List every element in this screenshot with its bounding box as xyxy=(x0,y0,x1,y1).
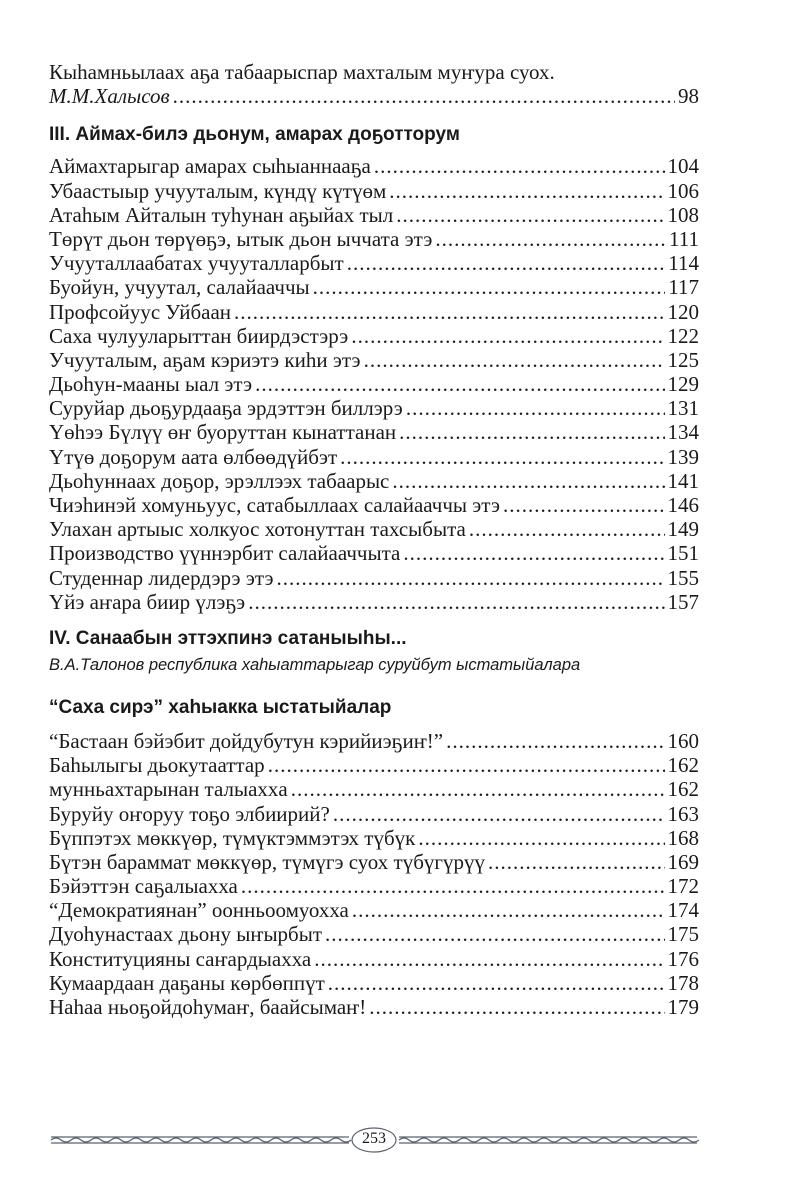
saha-sire-list xyxy=(49,729,699,1019)
dot-leader xyxy=(268,753,665,777)
toc-entry xyxy=(49,275,699,299)
toc-entry-page: 169 xyxy=(667,849,699,874)
dot-leader xyxy=(333,802,665,826)
toc-entry-title: Буойун, учуутал, салайааччы xyxy=(49,275,310,300)
dot-leader xyxy=(173,84,675,108)
toc-entry-page: 178 xyxy=(667,970,699,995)
toc-entry xyxy=(49,372,699,396)
toc-entry xyxy=(49,753,699,777)
toc-entry-title: Аймахтарыгар амарах сыһыаннааҕа xyxy=(49,154,371,179)
toc-entry-title: Саха чулууларыттан биирдэстэрэ xyxy=(49,323,349,348)
intro-page: 98 xyxy=(678,84,699,109)
dot-leader xyxy=(347,251,666,275)
toc-entry-title: Төрүт дьон төрүөҕэ, ытык дьон ыччата этэ xyxy=(49,226,433,251)
dot-leader xyxy=(396,203,664,227)
toc-entry-title: Бүппэтэх мөккүөр, түмүктэммэтэх түбүк xyxy=(49,825,416,850)
dot-leader xyxy=(325,922,664,946)
toc-entry-title: “Демократиянан” оонньоомуохха xyxy=(49,898,349,923)
dot-leader xyxy=(406,396,665,420)
dot-leader xyxy=(277,566,665,590)
toc-entry-page: 131 xyxy=(667,396,699,421)
toc-entry-page: 108 xyxy=(667,202,699,227)
toc-entry-page: 111 xyxy=(669,226,699,251)
dot-leader xyxy=(351,324,664,348)
toc-entry-title: Үөһээ Бүлүү өҥ буоруттан кынаттанан xyxy=(49,420,397,445)
toc-entry-title: Бүтэн бараммат мөккүөр, түмүгэ суох түбүгүрүү xyxy=(49,849,485,874)
toc-entry xyxy=(49,396,699,420)
toc-entry-title: Кумаардаан даҕаны көрбөппүт xyxy=(49,970,325,995)
toc-entry-page: 129 xyxy=(667,372,699,397)
toc-entry xyxy=(49,590,699,614)
toc-entry-title: Учууталым, аҕам кэриэтэ киһи этэ xyxy=(49,347,361,372)
toc-entry-title: Суруйар дьоҕурдааҕа эрдэттэн биллэрэ xyxy=(49,396,403,421)
toc-entry-title: Наһаа ньоҕойдоһумаҥ, баайсымаҥ! xyxy=(49,995,367,1019)
toc-entry-page: 120 xyxy=(667,299,699,324)
toc-entry-page: 151 xyxy=(667,541,699,566)
dot-leader xyxy=(418,826,664,850)
toc-entry-page: 176 xyxy=(667,946,699,971)
page-footer xyxy=(49,1125,699,1155)
toc-entry xyxy=(49,517,699,541)
dot-leader xyxy=(369,995,664,1019)
dot-leader xyxy=(255,372,664,396)
toc-entry-title: Дьоһун-мааны ыал этэ xyxy=(49,372,253,397)
dot-leader xyxy=(248,590,664,614)
toc-entry-title: мунньахтарынан талыаххa xyxy=(49,777,288,802)
dot-leader xyxy=(488,850,665,874)
dot-leader xyxy=(403,541,664,565)
toc-entry-title: Учууталлаабатах учууталларбыт xyxy=(49,251,344,276)
toc-entry xyxy=(49,541,699,565)
toc-entry xyxy=(49,826,699,850)
toc-entry xyxy=(49,729,699,753)
toc-entry-page: 174 xyxy=(667,898,699,923)
toc-entry-title: Бэйэттэн саҕалыахха xyxy=(49,874,238,899)
toc-entry xyxy=(49,324,699,348)
dot-leader xyxy=(469,517,665,541)
dot-leader xyxy=(328,971,665,995)
dot-leader xyxy=(313,275,666,299)
toc-entry xyxy=(49,566,699,590)
section-4-heading: IV. Санаабын эттэхпинэ сатаныыһы... xyxy=(49,627,407,649)
dot-leader xyxy=(234,300,664,324)
toc-entry-page: 134 xyxy=(667,420,699,445)
dot-leader xyxy=(314,947,664,971)
toc-entry xyxy=(49,947,699,971)
toc-entry xyxy=(49,898,699,922)
toc-entry xyxy=(49,348,699,372)
toc-entry-title: Буруйу оҥоруу тоҕо элбиирий? xyxy=(49,801,330,826)
toc-entry-title: Атаһым Айталын туһунан аҕыйах тыл xyxy=(49,202,394,227)
toc-entry-title: Дуоһунастаах дьону ыҥырбыт xyxy=(49,922,323,947)
dot-leader xyxy=(241,874,665,898)
toc-entry xyxy=(49,227,699,251)
toc-entry-page: 172 xyxy=(667,874,699,899)
dot-leader xyxy=(446,729,664,753)
toc-entry xyxy=(49,154,699,178)
toc-entry xyxy=(49,922,699,946)
toc-entry-page: 160 xyxy=(667,728,699,753)
toc-entry-page: 163 xyxy=(667,801,699,826)
toc-entry-page: 106 xyxy=(667,178,699,203)
toc-entry-title: Студеннар лидердэрэ этэ xyxy=(49,565,274,590)
toc-entry-page: 175 xyxy=(667,922,699,947)
intro-title-text: Кыһамньылаах аҕа табаарыспар махталым муҥура суох. xyxy=(49,60,555,84)
toc-entry xyxy=(49,802,699,826)
toc-entry-title: Дьоһуннаах доҕор, эрэллээх табаарыс xyxy=(49,468,390,493)
toc-entry-title: Үйэ аҥара биир үлэҕэ xyxy=(49,589,246,614)
toc-entry-title: Үтүө доҕорум аата өлбөөдүйбэт xyxy=(49,444,338,469)
dot-leader xyxy=(435,227,666,251)
dot-leader xyxy=(352,898,665,922)
saha-sire-heading: “Саха сирэ” хаһыакка ыстатыйалар xyxy=(49,696,392,718)
toc-entry xyxy=(49,850,699,874)
toc-entry-title: Конституцияны саҥардыахха xyxy=(49,946,312,971)
toc-entry xyxy=(49,874,699,898)
dot-leader xyxy=(374,154,665,178)
toc-entry-title: Чиэһинэй хомуньуус, сатабыллаах салайааччы этэ xyxy=(49,493,500,517)
toc-entry-title: Производство үүннэрбит салайааччыта xyxy=(49,541,401,566)
intro-author: М.М.Халысов xyxy=(49,84,170,109)
dot-leader xyxy=(392,469,664,493)
toc-entry-page: 168 xyxy=(667,825,699,850)
toc-entry xyxy=(49,995,699,1019)
toc-entry-title: Профсойуус Уйбаан xyxy=(49,299,232,324)
toc-entry-page: 149 xyxy=(667,517,699,542)
toc-entry-page: 104 xyxy=(667,154,699,179)
dot-leader xyxy=(340,445,664,469)
toc-entry-page: 157 xyxy=(667,589,699,614)
page-number: 253 xyxy=(362,1130,386,1147)
toc-entry-page: 125 xyxy=(667,347,699,372)
toc-entry xyxy=(49,971,699,995)
toc-entry-page: 162 xyxy=(667,777,699,802)
toc-page xyxy=(49,60,699,1019)
toc-entry-page: 139 xyxy=(667,444,699,469)
toc-entry-page: 162 xyxy=(667,753,699,778)
toc-entry-title: “Бастаан бэйэбит дойдубутун кэрийиэҕиҥ!” xyxy=(49,728,444,753)
toc-entry-page: 122 xyxy=(667,323,699,348)
toc-entry xyxy=(49,203,699,227)
toc-entry xyxy=(49,493,699,517)
dot-leader xyxy=(291,777,665,801)
toc-entry xyxy=(49,469,699,493)
intro-title xyxy=(49,60,699,84)
toc-entry xyxy=(49,777,699,801)
toc-entry xyxy=(49,300,699,324)
dot-leader xyxy=(399,420,664,444)
toc-entry-page: 155 xyxy=(667,565,699,590)
toc-entry-page: 117 xyxy=(668,275,699,300)
toc-entry-title: Баһылыгы дьокутааттар xyxy=(49,753,265,778)
toc-entry xyxy=(49,251,699,275)
intro-author-entry xyxy=(49,84,699,108)
section-3-heading: III. Аймах-билэ дьонум, амарах доҕотторум xyxy=(49,124,460,146)
section-3-list xyxy=(49,154,699,614)
section-4-subheading: В.А.Талонов республика хаһыаттарыгар суруйбут ыстатыйалара xyxy=(49,655,581,674)
toc-entry-page: 141 xyxy=(667,468,699,493)
toc-entry xyxy=(49,179,699,203)
toc-entry-title: Улахан артыыс холкуос хотонуттан тахсыбыта xyxy=(49,517,466,542)
toc-entry-page: 146 xyxy=(667,493,699,517)
toc-entry xyxy=(49,445,699,469)
toc-entry-title: Убаастыыр учууталым, күндү күтүөм xyxy=(49,178,387,203)
dot-leader xyxy=(389,179,664,203)
toc-entry-page: 114 xyxy=(668,251,699,276)
dot-leader xyxy=(364,348,665,372)
toc-entry xyxy=(49,420,699,444)
toc-entry-page: 179 xyxy=(667,995,699,1019)
dot-leader xyxy=(503,493,665,517)
